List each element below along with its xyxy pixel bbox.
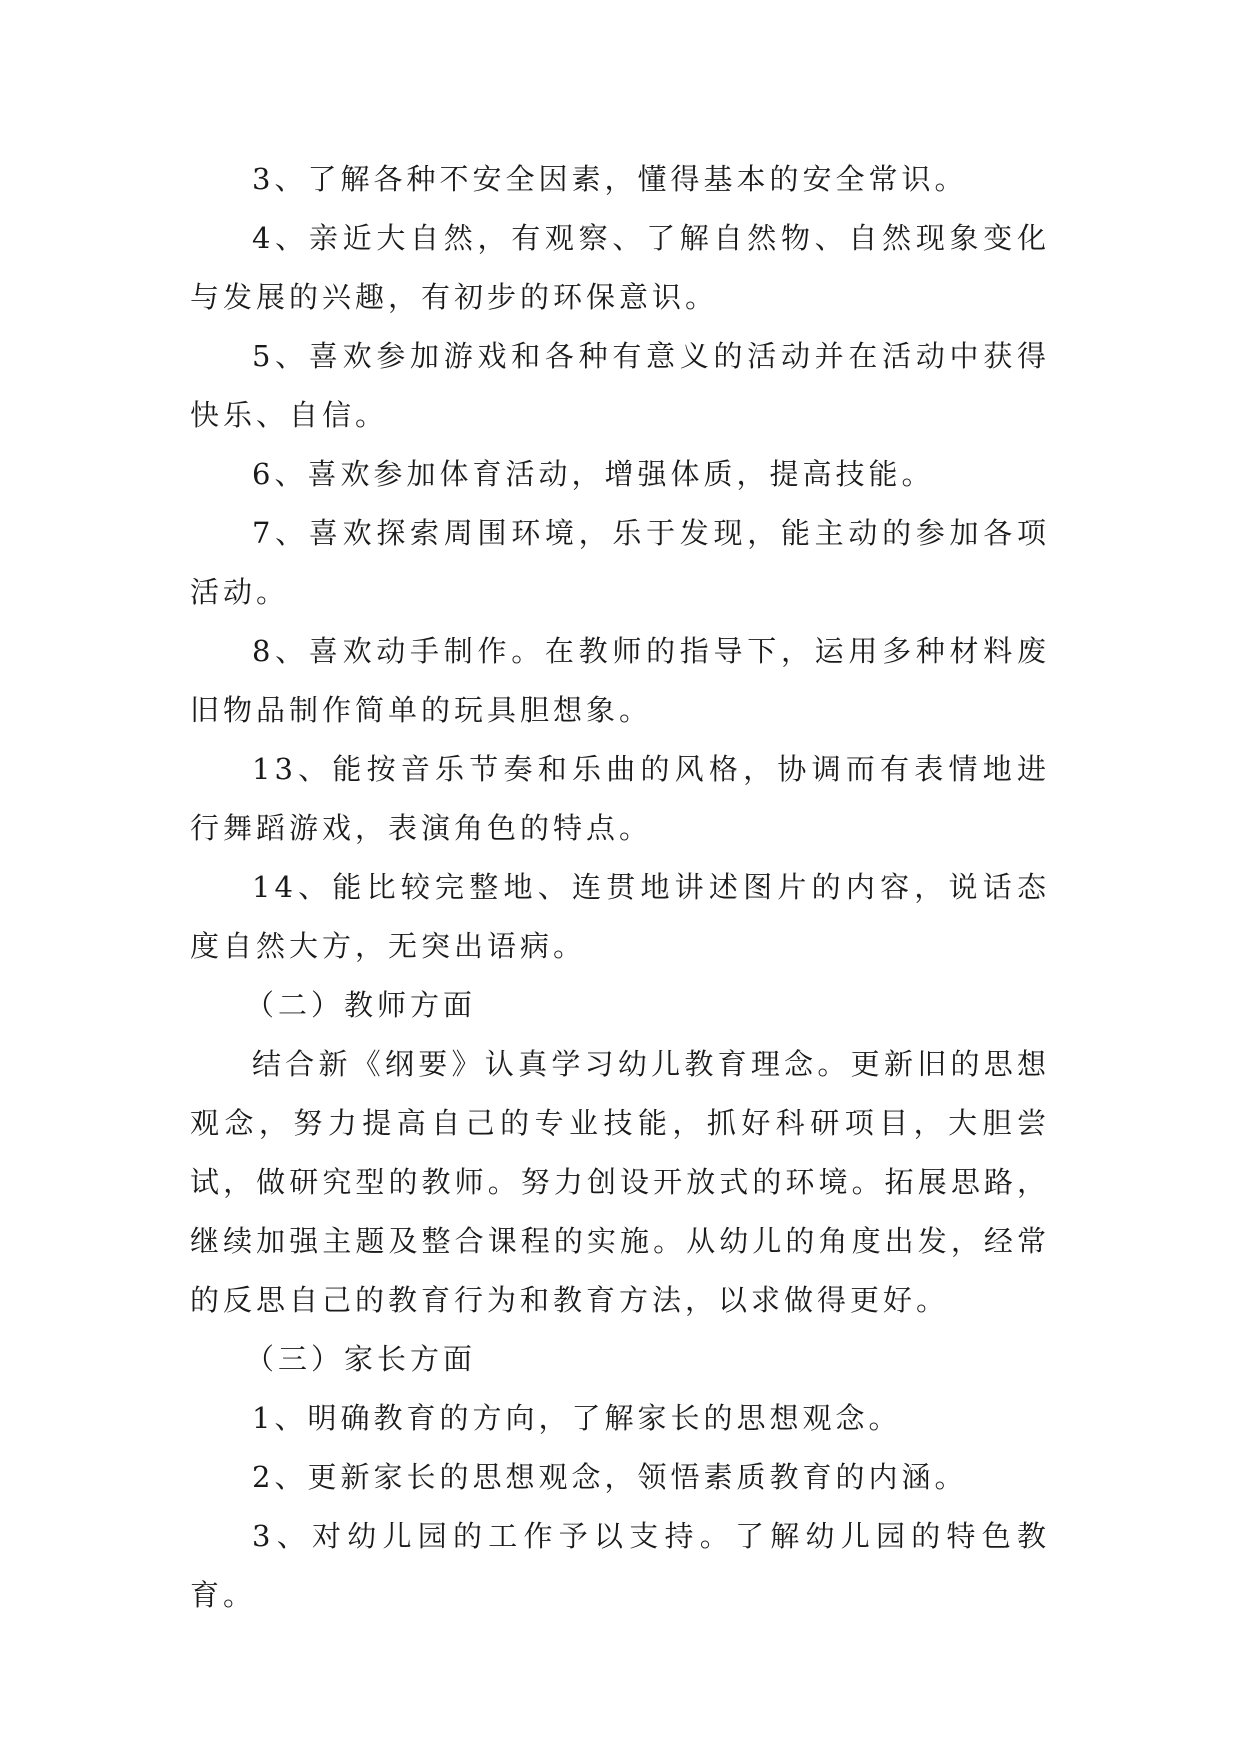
section-heading-teacher: （二）教师方面: [245, 988, 477, 1022]
document-body: [190, 150, 1050, 1625]
list-item: 1、明确教育的方向，了解家长的思想观念。: [252, 1401, 902, 1435]
list-item: 4、亲近大自然，有观察、了解自然物、自然现象变化与发展的兴趣，有初步的环保意识。: [190, 221, 1050, 314]
list-item: 14、能比较完整地、连贯地讲述图片的内容，说话态度自然大方，无突出语病。: [190, 870, 1050, 963]
list-item: 13、能按音乐节奏和乐曲的风格，协调而有表情地进行舞蹈游戏，表演角色的特点。: [190, 752, 1050, 845]
list-item: 8、喜欢动手制作。在教师的指导下，运用多种材料废旧物品制作简单的玩具胆想象。: [190, 634, 1050, 727]
list-item: 3、对幼儿园的工作予以支持。了解幼儿园的特色教育。: [190, 1519, 1050, 1612]
section-heading-parent: （三）家长方面: [245, 1342, 477, 1376]
list-item: 2、更新家长的思想观念，领悟素质教育的内涵。: [252, 1460, 968, 1494]
list-item: 7、喜欢探索周围环境，乐于发现，能主动的参加各项活动。: [190, 516, 1050, 609]
list-item: 6、喜欢参加体育活动，增强体质，提高技能。: [252, 457, 935, 491]
teacher-paragraph: 结合新《纲要》认真学习幼儿教育理念。更新旧的思想观念，努力提高自己的专业技能，抓好科研项目，大胆尝试，做研究型的教师。努力创设开放式的环境。拓展思路，继续加强主题及整合课程的实施。从幼儿的角度出发，经常的反思自己的教育行为和教育方法，以求做得更好。: [190, 1047, 1050, 1317]
list-item: 5、喜欢参加游戏和各种有意义的活动并在活动中获得快乐、自信。: [190, 339, 1050, 432]
list-item: 3、了解各种不安全因素，懂得基本的安全常识。: [252, 162, 968, 196]
